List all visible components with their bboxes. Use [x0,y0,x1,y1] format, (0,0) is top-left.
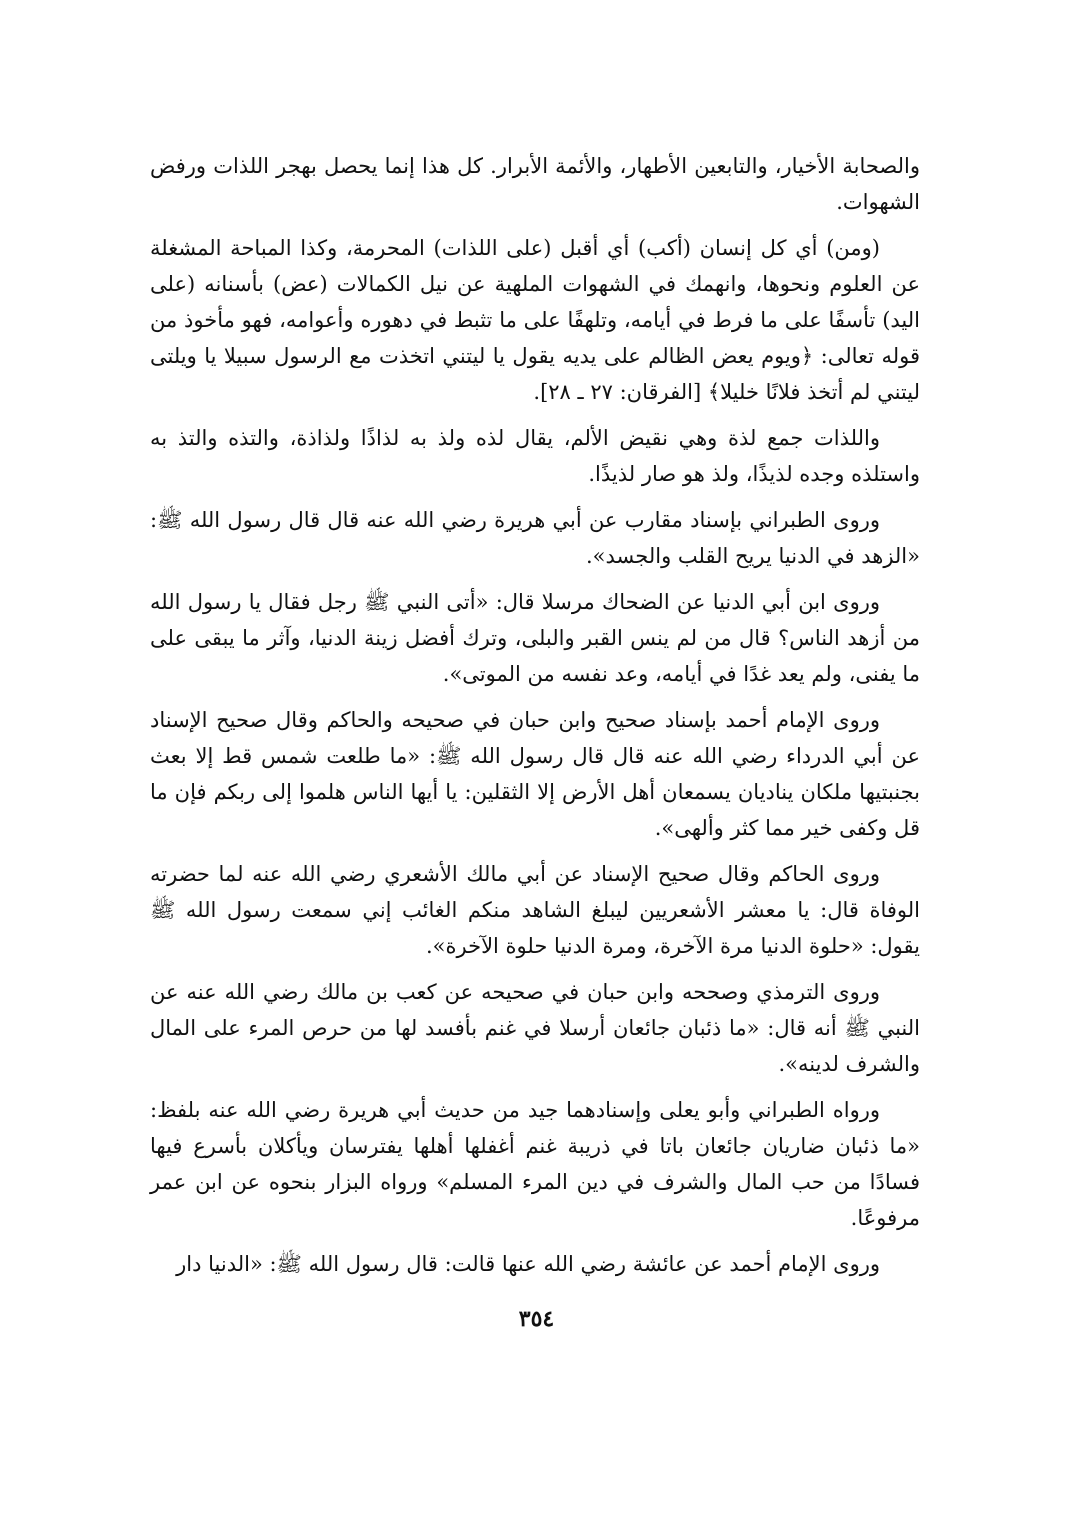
paragraph: واللذات جمع لذة وهي نقيض الألم، يقال لذه ولذ به لذاذًا ولذاذة، والتذه والتذ به واستلذه وجده لذيذًا، ولذ هو صار لذيذًا. [150,426,920,486]
page-number: ٣٥٤ [518,1306,555,1332]
paragraph: وروى الإمام أحمد بإسناد صحيح وابن حبان في صحيحه والحاكم وقال صحيح الإسناد عن أبي الدرداء رضي الله عنه قال قال رسول الله ﷺ: «ما طلعت شمس قط إلا بعث بجنبتيها ملكان يناديان يسمعان أهل الأرض إلا الثقلين: يا أيها الناس هلموا إلى ربكم فإن ما قل وكفى خير مما كثر وألهى». [150,708,920,840]
paragraph: وروى الترمذي وصححه وابن حبان في صحيحه عن كعب بن مالك رضي الله عنه عن النبي ﷺ أنه قال: «ما ذئبان جائعان أرسلا في غنم بأفسد لها من حرص المرء على المال والشرف لدينه». [150,980,920,1076]
paragraph: والصحابة الأخيار، والتابعين الأطهار، والأئمة الأبرار. كل هذا إنما يحصل بهجر اللذات ورفض الشهوات. [150,154,920,214]
paragraph: ورواه الطبراني وأبو يعلى وإسنادهما جيد من حديث أبي هريرة رضي الله عنه بلفظ: «ما ذئبان ضاريان جائعان باتا في ذريبة غنم أغفلها أهلها يفترسان ويأكلان بأسرع فيها فسادًا من حب المال والشرف في دين المرء المسلم» ورواه البزار بنحوه عن ابن عمر مرفوعًا. [150,1098,920,1230]
paragraph: وروى ابن أبي الدنيا عن الضحاك مرسلا قال: «أتى النبي ﷺ رجل فقال يا رسول الله من أزهد الناس؟ قال من لم ينس القبر والبلى، وترك أفضل زينة الدنيا، وآثر ما يبقى على ما يفنى، ولم يعد غدًا في أيامه، وعد نفسه من الموتى». [150,590,920,686]
paragraph: وروى الإمام أحمد عن عائشة رضي الله عنها قالت: قال رسول الله ﷺ: «الدنيا دار [176,1252,880,1276]
paragraph: وروى الطبراني بإسناد مقارب عن أبي هريرة رضي الله عنه قال قال رسول الله ﷺ: «الزهد في الدنيا يريح القلب والجسد». [150,508,920,568]
body-text [150,148,920,1292]
paragraph: (ومن) أي كل إنسان (أكب) أي أقبل (على اللذات) المحرمة، وكذا المباحة المشغلة عن العلوم ونحوها، وانهمك في الشهوات الملهية عن نيل الكمالات (عض) بأسنانه (على اليد) تأسفًا على ما فرط في أيامه، وتلهفًا على ما تثبط في دهوره وأعوامه، فهو مأخوذ من قوله تعالى: ﴿ويوم يعض الظالم على يديه يقول يا ليتني اتخذت مع الرسول سبيلا يا ويلتى ليتني لم أتخذ فلانًا خليلا﴾ [الفرقان: ٢٧ ـ ٢٨]. [150,236,920,404]
paragraph: وروى الحاكم وقال صحيح الإسناد عن أبي مالك الأشعري رضي الله عنه لما حضرته الوفاة قال: يا معشر الأشعريين ليبلغ الشاهد منكم الغائب إني سمعت رسول الله ﷺ يقول: «حلوة الدنيا مرة الآخرة، ومرة الدنيا حلوة الآخرة». [150,862,920,958]
